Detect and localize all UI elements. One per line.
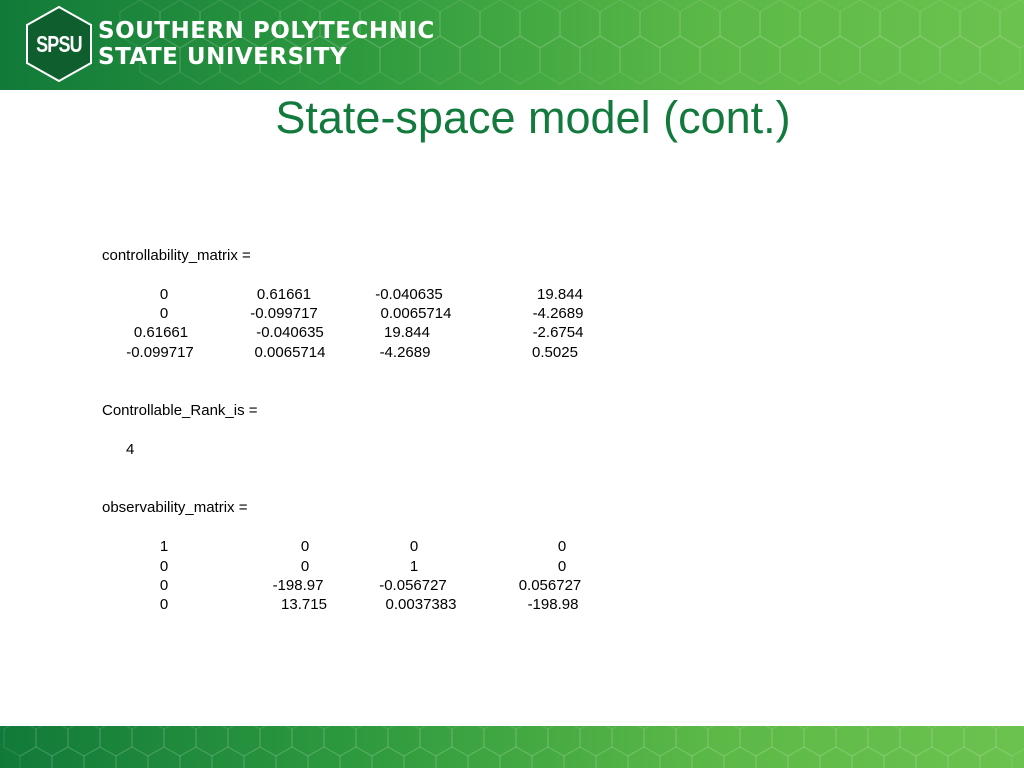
controllability-cell: 0 <box>159 286 169 303</box>
controllability-cell: -4.2689 <box>532 305 584 322</box>
controllable-rank-label: Controllable_Rank_is = <box>102 402 258 419</box>
observability-cell: 1 <box>159 538 169 555</box>
controllability-cell: -0.040635 <box>375 286 443 303</box>
controllability-cell: 19.844 <box>384 324 430 341</box>
observability-cell: -198.98 <box>527 596 579 613</box>
observability-cell: -0.056727 <box>379 577 447 594</box>
footer-banner <box>0 726 1024 768</box>
observability-matrix-label: observability_matrix = <box>102 499 248 516</box>
observability-cell: 0.0037383 <box>385 596 457 613</box>
observability-cell: 0 <box>409 538 419 555</box>
controllability-cell: 0 <box>159 305 169 322</box>
observability-cell: 1 <box>409 558 419 575</box>
controllability-cell: 0.61661 <box>133 324 189 341</box>
observability-cell: 0 <box>300 558 310 575</box>
logo-text: SPSU <box>36 30 82 57</box>
university-name-line1: SOUTHERN POLYTECHNIC <box>98 18 435 44</box>
controllability-cell: -2.6754 <box>532 324 584 341</box>
controllability-cell: 0.5025 <box>532 344 578 361</box>
slide-title: State-space model (cont.) <box>275 92 791 143</box>
controllability-cell: -0.099717 <box>126 344 194 361</box>
observability-cell: 0 <box>557 538 567 555</box>
controllability-cell: -0.040635 <box>256 324 324 341</box>
observability-cell: 0 <box>159 558 169 575</box>
observability-cell: 0 <box>159 596 169 613</box>
controllability-cell: 0.0065714 <box>254 344 326 361</box>
university-name-line2: STATE UNIVERSITY <box>98 44 348 70</box>
controllability-cell: -0.099717 <box>250 305 318 322</box>
observability-cell: 13.715 <box>281 596 327 613</box>
observability-cell: 0 <box>300 538 310 555</box>
controllability-cell: -4.2689 <box>379 344 431 361</box>
controllable-rank-value: 4 <box>126 441 135 458</box>
observability-cell: 0.056727 <box>518 577 582 594</box>
hexagon-pattern <box>0 726 1024 768</box>
observability-cell: -198.97 <box>272 577 324 594</box>
observability-cell: 0 <box>557 558 567 575</box>
controllability-matrix-label: controllability_matrix = <box>102 247 251 264</box>
controllability-cell: 0.61661 <box>256 286 312 303</box>
controllability-cell: 19.844 <box>537 286 583 303</box>
observability-cell: 0 <box>159 577 169 594</box>
controllability-cell: 0.0065714 <box>380 305 452 322</box>
